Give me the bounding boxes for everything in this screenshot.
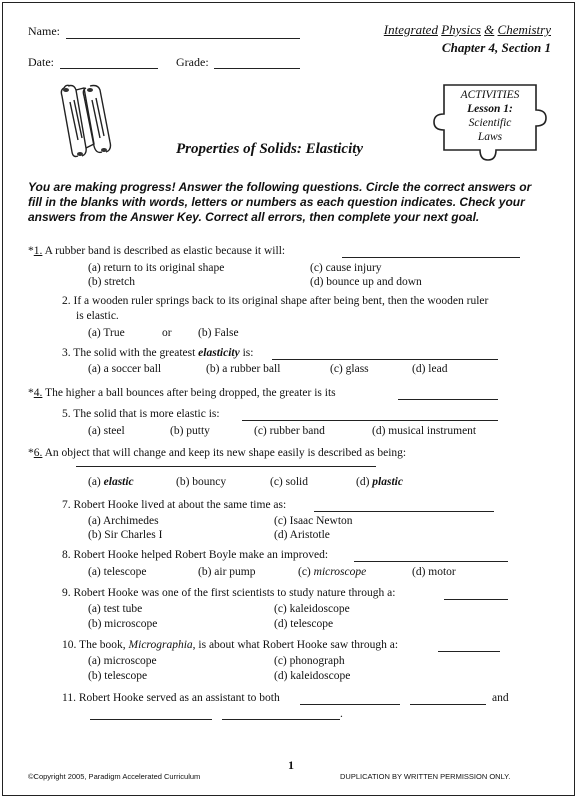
q5-option-d[interactable]: (d) musical instrument: [372, 425, 477, 437]
permission-text: DUPLICATION BY WRITTEN PERMISSION ONLY.: [340, 772, 511, 781]
q8-option-c[interactable]: [298, 565, 366, 579]
answer-blank-4[interactable]: [398, 399, 498, 400]
q6-option-d[interactable]: [356, 475, 403, 489]
q6-option-b[interactable]: (b) bouncy: [176, 476, 227, 488]
q7-option-a[interactable]: (a) Archimedes: [88, 515, 159, 527]
question-11-and: and: [492, 692, 509, 704]
q3-option-d[interactable]: (d) lead: [412, 363, 448, 375]
question-5: 5. The solid that is more elastic is:: [62, 408, 220, 420]
question-1: [28, 244, 285, 259]
copyright-text: ©Copyright 2005, Paradigm Accelerated Curriculum: [28, 772, 201, 781]
answer-blank-5[interactable]: [242, 420, 498, 421]
question-2: 2. If a wooden ruler springs back to its original shape after being bent, then the wooden ruler: [62, 295, 489, 307]
question-2-cont: is elastic.: [76, 310, 119, 322]
q7-option-d[interactable]: (d) Aristotle: [274, 529, 330, 541]
question-9: 9. Robert Hooke was one of the first scientists to study nature through a:: [62, 587, 396, 599]
q2-or: or: [162, 327, 172, 339]
question-10: [62, 638, 398, 653]
question-text: The higher a ball bounces after being dropped, the greater is its: [45, 387, 336, 399]
q10-option-a[interactable]: (a) microscope: [88, 655, 157, 667]
badge-line-scientific: Scientific: [468, 117, 512, 129]
q7-option-b[interactable]: (b) Sir Charles I: [88, 529, 163, 541]
chapter-label: Chapter 4, Section 1: [441, 40, 551, 55]
option-letter: (c): [298, 566, 314, 578]
option-emphasis: elastic: [103, 476, 134, 488]
question-text: 3. The solid with the greatest: [62, 347, 199, 359]
answer-blank-11c[interactable]: [90, 719, 212, 720]
q10-option-d[interactable]: (d) kaleidoscope: [274, 670, 351, 682]
badge-line-lesson: Lesson 1:: [467, 103, 513, 115]
q8-option-b[interactable]: (b) air pump: [198, 566, 256, 578]
q3-option-c[interactable]: (c) glass: [330, 363, 369, 375]
q5-option-c[interactable]: (c) rubber band: [254, 425, 325, 437]
answer-blank-11b[interactable]: [410, 704, 486, 705]
option-letter: (a): [88, 476, 104, 488]
book-title: Micrographia: [128, 639, 193, 651]
emphasis-word: elasticity: [198, 347, 240, 359]
badge-text: [430, 88, 550, 144]
q6-option-c[interactable]: (c) solid: [270, 476, 309, 488]
q10-option-c[interactable]: (c) phonograph: [274, 655, 345, 667]
grade-field[interactable]: [214, 68, 300, 69]
date-label: Date:: [28, 55, 54, 69]
answer-blank-6[interactable]: [76, 466, 376, 467]
activities-badge: [430, 82, 550, 164]
badge-line-laws: Laws: [477, 131, 503, 143]
instructions: You are making progress! Answer the following questions. Circle the correct answers or fill in the blanks with words, letters or numbers as each question indicates. Check your answers from the Answer Key. Correct all errors, then complete your next goal.: [28, 180, 532, 224]
badge-line-activities: ACTIVITIES: [460, 89, 520, 101]
q5-option-a[interactable]: (a) steel: [88, 425, 125, 437]
question-number: 4.: [33, 387, 43, 399]
q3-option-b[interactable]: (b) a rubber ball: [206, 363, 281, 375]
q9-option-c[interactable]: (c) kaleidoscope: [274, 603, 350, 615]
q1-option-c[interactable]: (c) cause injury: [310, 262, 382, 274]
q9-option-b[interactable]: (b) microscope: [88, 618, 158, 630]
question-text: An object that will change and keep its new shape easily is described as being:: [44, 447, 407, 459]
question-text-end: , is about what Robert Hooke saw through a:: [192, 639, 399, 651]
question-text: 10. The book,: [62, 639, 129, 651]
option-emphasis: microscope: [313, 566, 367, 578]
answer-blank-3[interactable]: [272, 359, 498, 360]
question-number: 6.: [33, 447, 43, 459]
question-6: [28, 446, 406, 461]
name-label: Name:: [28, 24, 60, 38]
q8-option-a[interactable]: (a) telescope: [88, 566, 147, 578]
answer-blank-8[interactable]: [354, 561, 508, 562]
worksheet-title: Properties of Solids: Elasticity: [176, 141, 364, 157]
question-number: 1.: [33, 245, 43, 257]
star-mark: *: [28, 447, 34, 459]
name-field[interactable]: [66, 38, 300, 39]
answer-blank-11a[interactable]: [300, 704, 400, 705]
option-letter: (d): [356, 476, 373, 488]
q1-option-a[interactable]: (a) return to its original shape: [88, 262, 225, 274]
star-mark: *: [28, 387, 34, 399]
grade-label: Grade:: [176, 55, 209, 69]
q7-option-c[interactable]: (c) Isaac Newton: [274, 515, 353, 527]
scroll-icon: [50, 82, 120, 160]
course-word-physics: Physics: [441, 22, 481, 37]
q2-option-b[interactable]: (b) False: [198, 327, 239, 339]
question-text: A rubber band is described as elastic because it will:: [44, 245, 286, 257]
question-7: 7. Robert Hooke lived at about the same time as:: [62, 499, 287, 511]
question-text-end: is:: [239, 347, 254, 359]
answer-blank-11d[interactable]: [222, 719, 340, 720]
question-11: 11. Robert Hooke served as an assistant to both: [62, 692, 280, 704]
answer-blank-10[interactable]: [438, 651, 500, 652]
course-word-integrated: Integrated: [383, 22, 438, 37]
answer-blank-9[interactable]: [444, 599, 508, 600]
question-4: [28, 386, 336, 401]
q1-option-d[interactable]: (d) bounce up and down: [310, 276, 422, 288]
q8-option-d[interactable]: (d) motor: [412, 566, 456, 578]
q2-option-a[interactable]: (a) True: [88, 327, 125, 339]
star-mark: *: [28, 245, 34, 257]
q1-option-b[interactable]: (b) stretch: [88, 276, 135, 288]
question-3: [62, 346, 253, 361]
q9-option-d[interactable]: (d) telescope: [274, 618, 334, 630]
course-title: [384, 22, 551, 38]
option-emphasis: plastic: [372, 476, 403, 488]
answer-blank-7[interactable]: [314, 511, 494, 512]
question-11-period: .: [340, 708, 343, 720]
q3-option-a[interactable]: (a) a soccer ball: [88, 363, 162, 375]
question-8: 8. Robert Hooke helped Robert Boyle make an improved:: [62, 549, 329, 561]
course-word-chemistry: Chemistry: [497, 22, 551, 37]
q10-option-b[interactable]: (b) telescope: [88, 670, 148, 682]
q5-option-b[interactable]: (b) putty: [170, 425, 210, 437]
date-field[interactable]: [60, 68, 158, 69]
q6-option-a[interactable]: [88, 475, 134, 489]
answer-blank-1[interactable]: [342, 257, 520, 258]
course-ampersand: &: [484, 22, 495, 37]
q9-option-a[interactable]: (a) test tube: [88, 603, 143, 615]
page-number: 1: [288, 758, 294, 772]
